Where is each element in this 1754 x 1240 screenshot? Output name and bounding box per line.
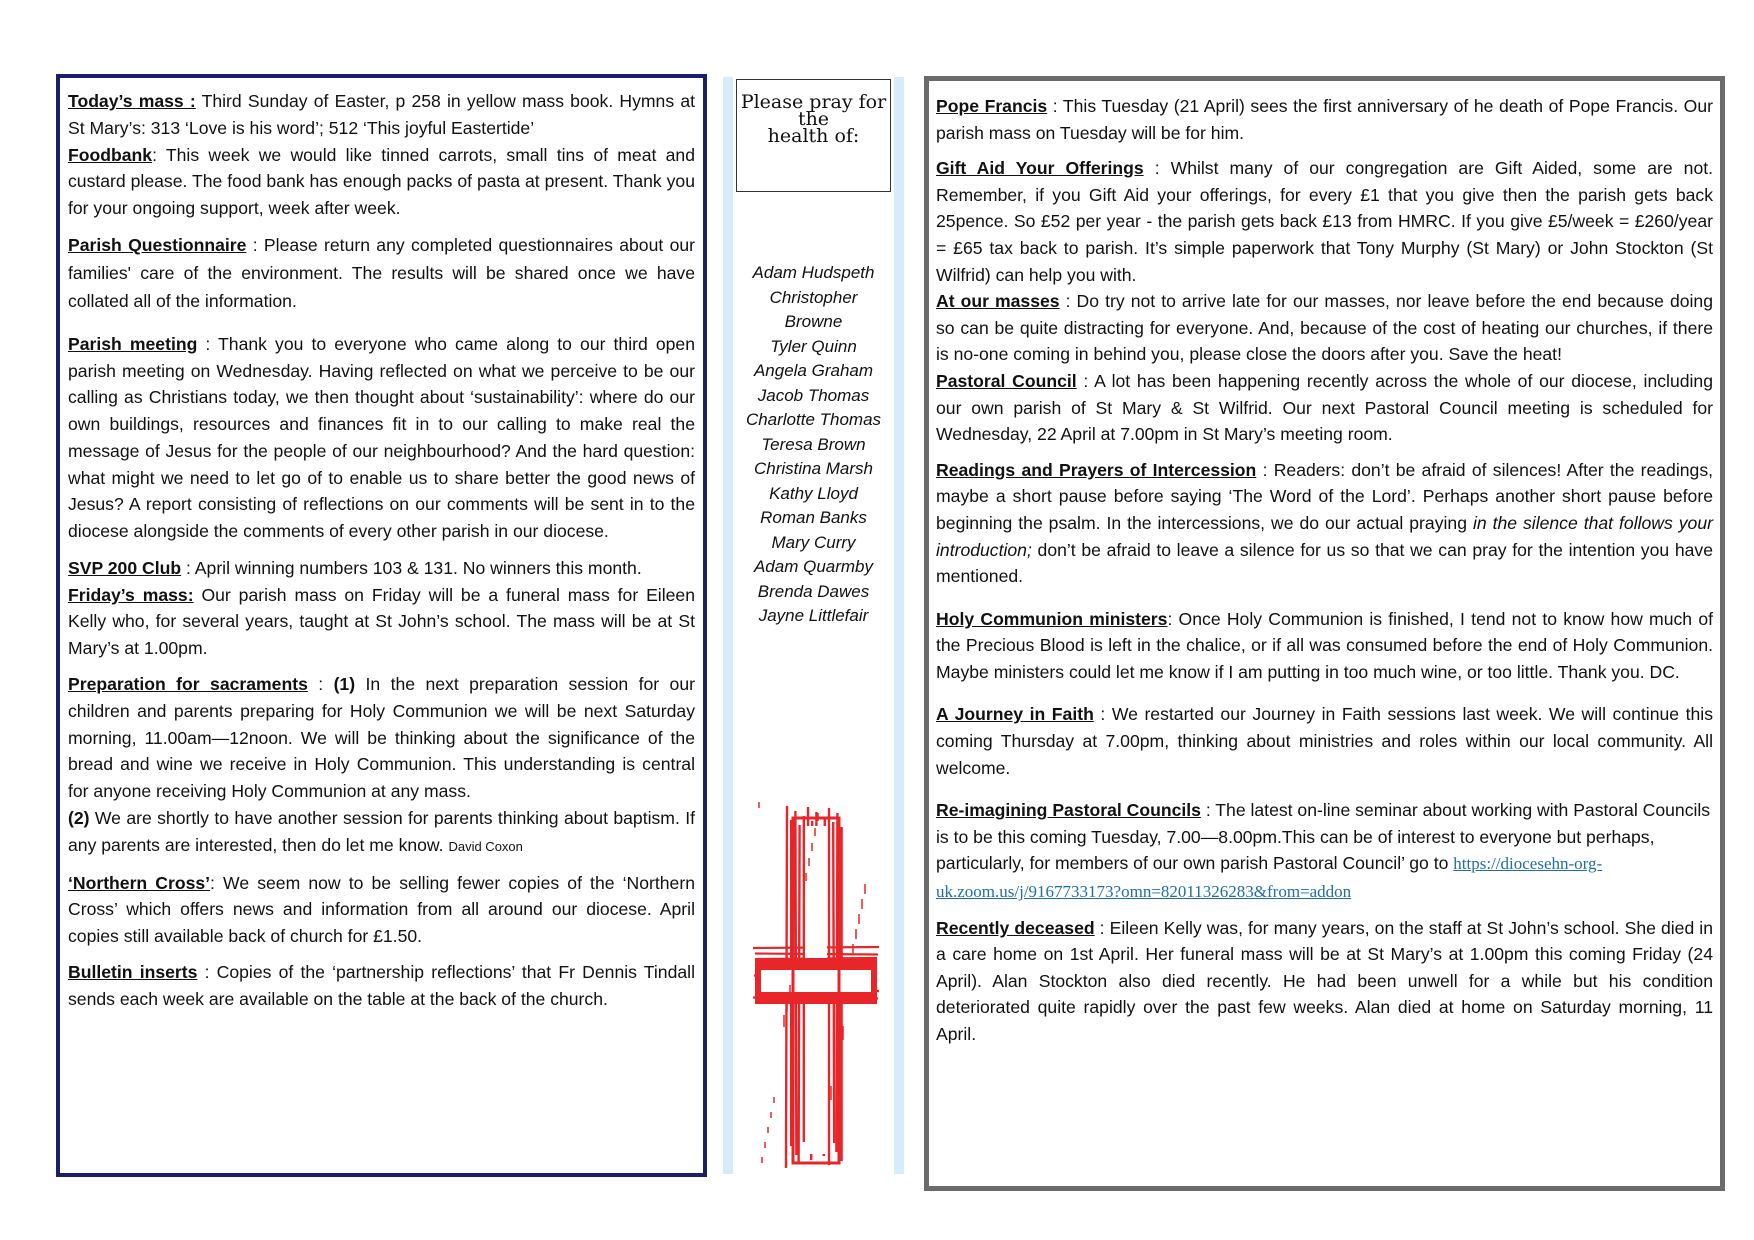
todays-mass-notice (68, 88, 695, 142)
pope-heading: Pope Francis (936, 96, 1048, 116)
readings-notice (936, 457, 1713, 590)
parish-meeting-text: : Thank you to everyone who came along to our third open parish meeting on Wednesday. Having reflected on what we perceive to be our calling as Christians today, we then thought about ‘sustainability’: where do our own buildings, resources and finances fit in to our calling to make real the message of Jesus for the people of our neighbourhood? And the hard question: what might we need to let go of to enable us to share better the good news of Jesus? A report consisting of reflections on our comments will be sent in to the diocese alongside the comments of every other parish in our diocese. (68, 333, 695, 541)
gift-aid-text: : Whilst many of our congregation are Gift Aided, some are not. Remember, if you Gift Aid your offerings, for every £1 that you give then the parish gets back 25pence. So £52 per year - the parish gets back £13 from HMRC. If you give £5/week = £260/year = £65 tax back to parish. It’s simple paperwork that Tony Murphy (St Mary) or John Stockton (St Wilfrid) can help you with. (936, 158, 1714, 285)
foodbank-notice (68, 142, 695, 222)
right-column (924, 76, 1725, 1191)
sacraments-separator: : (307, 674, 334, 694)
pray-line-2: the (797, 108, 830, 130)
northern-cross-heading: ‘Northern Cross’ (68, 872, 211, 893)
prayer-name: Jacob Thomas (757, 385, 870, 405)
masses-notice (936, 288, 1713, 368)
prayer-name: Jayne Littlefair (758, 606, 869, 625)
pastoral-notice (936, 368, 1713, 448)
prayer-name: Kathy Lloyd (769, 483, 858, 503)
cross-icon (751, 798, 881, 1178)
fridays-mass-heading: Friday’s mass: (68, 584, 194, 605)
northern-cross-notice (68, 870, 695, 950)
masses-heading: At our masses (936, 291, 1060, 312)
communion-notice (936, 606, 1713, 686)
prayer-name: Adam Quarmby (753, 557, 874, 576)
pray-line-3: health of: (767, 125, 860, 147)
sacraments-notice (68, 671, 695, 805)
fridays-mass-notice (68, 582, 695, 662)
svp-text: : April winning numbers 103 & 131. No winners this month. (181, 557, 642, 578)
questionnaire-text: : Please return any completed questionnaires about our families' care of the environment. The results will be shared once we have collated all of the information. (68, 234, 696, 311)
prayer-name: Browne (784, 312, 843, 331)
questionnaire-notice (68, 231, 695, 315)
todays-mass-heading: Today’s mass : (68, 91, 196, 111)
journey-notice (936, 701, 1713, 781)
gift-aid-heading: Gift Aid Your Offerings (936, 158, 1144, 179)
pastoral-heading: Pastoral Council (936, 370, 1077, 391)
prayer-name: Charlotte Thomas (745, 410, 882, 429)
pope-notice (936, 93, 1713, 146)
sacraments-text-1: In the next preparation session for our children and parents preparing for Holy Communion we will be next Saturday morning, 11.00am—12noon. We will be thinking about the significance of the bread and wine we receive in Holy Communion. This understanding is central for anyone receiving Holy Communion at any mass. (68, 674, 695, 802)
journey-heading: A Journey in Faith (936, 704, 1094, 725)
parish-meeting-notice (68, 331, 695, 545)
masses-text: : Do try not to arrive late for our masses, nor leave before the end because doing so can be quite distracting for everyone. And, because of the cost of heating our churches, if there is no-one coming in behind you, please close the doors after you. Save the heat! (936, 291, 1714, 365)
communion-heading: Holy Communion ministers (936, 608, 1168, 629)
prayer-names-list (733, 261, 894, 629)
pray-line-1: Please pray for (740, 91, 887, 113)
todays-mass-text: Third Sunday of Easter, p 258 in yellow mass book. Hymns at St Mary’s: 313 ‘Love is his word’; 512 ‘This joyful Eastertide’ (68, 91, 695, 138)
cross-upright-center (805, 1004, 827, 1154)
communion-text: : Once Holy Communion is finished, I tend not to know how much of the Precious Blood is left in the chalice, or if all was consumed before the end of Holy Communion. Maybe ministers could let me know if I am putting in too much wine, or too little. Thank you. DC. (936, 608, 1713, 682)
deceased-text: : Eileen Kelly was, for many years, on the staff at St John’s school. She died in a care home on 1st April. Her funeral mass will be at St Mary’s at 1.00pm this coming Friday (24 April). Alan Stockton also died recently. He had been unwell for a while but his condition deteriorated quite rapidly over the past few weeks. Alan died at home on Saturday morning, 11 April. (936, 917, 1713, 1044)
fridays-mass-text: Our parish mass on Friday will be a funeral mass for Eileen Kelly who, for several years, taught at St John’s school. The mass will be at St Mary’s at 1.00pm. (68, 584, 695, 659)
svp-heading: SVP 200 Club (68, 557, 182, 578)
deceased-notice (936, 915, 1713, 1048)
prayer-name: Brenda Dawes (757, 581, 870, 601)
gift-aid-notice (936, 155, 1713, 288)
reimagining-heading: Re-imagining Pastoral Councils (936, 800, 1201, 821)
pastoral-text: : A lot has been happening recently across the whole of our diocese, including our own parish of St Mary & St Wilfrid. Our next Pastoral Council meeting is scheduled for Wednesday, 22 April at 7.00pm in St Mary’s meeting room. (936, 370, 1713, 445)
readings-italic: in the silence that follows your introduction; (936, 512, 1713, 560)
journey-text: : We restarted our Journey in Faith sessions last week. We will continue this coming Thursday at 7.00pm, thinking about ministries and roles within our local community. All welcome. (936, 704, 1713, 778)
parish-meeting-heading: Parish meeting (68, 333, 198, 354)
prayer-name: Adam Hudspeth (752, 263, 875, 282)
sacraments-notice-2 (68, 805, 695, 861)
cross-arm-center (761, 970, 871, 992)
bulletin-notice (68, 959, 695, 1013)
foodbank-text: : This week we would like tinned carrots, small tins of meat and custard please. The food bank has enough packs of pasta at present. Thank you for your ongoing support, week after week. (68, 144, 695, 219)
prayer-column-inner (733, 77, 894, 1174)
reimagining-text: : The latest on-line seminar about working with Pastoral Councils is to be this coming Tuesday, 7.00—8.00pm.This can be of interest to everyone but perhaps, particularly, for members of our own parish Pastoral Council’ go to (936, 800, 1711, 874)
sacraments-number-1: (1) (333, 674, 356, 694)
sacraments-number-2: (2) (68, 807, 90, 828)
foodbank-heading: Foodbank (68, 144, 153, 165)
questionnaire-heading: Parish Questionnaire (68, 234, 247, 255)
readings-text-1: : Readers: don’t be afraid of silences! After the readings, maybe a short pause before saying ‘The Word of the Lord’. Perhaps another short pause before beginning the psalm. In the intercessions, we do our actual praying (936, 459, 1714, 533)
reimagining-notice (936, 797, 1713, 905)
sacraments-heading: Preparation for sacraments (68, 674, 308, 694)
bulletin-heading: Bulletin inserts (68, 961, 198, 982)
bulletin-text: : Copies of the ‘partnership reflections’ that Fr Dennis Tindall sends each week are available on the table at the back of the church. (68, 961, 695, 1009)
prayer-name: Christina Marsh (753, 459, 874, 478)
prayer-name: Angela Graham (753, 361, 874, 380)
zoom-link[interactable]: https://diocesehn-org-uk.zoom.us/j/9167733173?omn=82011326283&from=addon (936, 854, 1603, 902)
prayer-name: Tyler Quinn (770, 336, 857, 356)
cross-upright-center (805, 826, 827, 958)
left-column (56, 74, 707, 1177)
prayer-name: Teresa Brown (761, 434, 866, 454)
prayer-name: Christopher (769, 287, 858, 307)
prayer-name: Mary Curry (771, 532, 856, 552)
deceased-heading: Recently deceased (936, 917, 1095, 938)
sacraments-text-2: We are shortly to have another session for parents thinking about baptism. If any parents are interested, then do let me know. (68, 807, 695, 855)
pray-box (736, 79, 891, 192)
pope-text: : This Tuesday (21 April) sees the first anniversary of he death of Pope Francis. Our parish mass on Tuesday will be for him. (936, 96, 1713, 143)
readings-heading: Readings and Prayers of Intercession (936, 459, 1257, 480)
northern-cross-text: : We seem now to be selling fewer copies of the ‘Northern Cross’ which offers news and information from all around our diocese. April copies still available back of church for £1.50. (68, 872, 695, 947)
prayer-column (723, 77, 904, 1174)
signature: David Coxon (448, 838, 523, 854)
prayer-name: Roman Banks (760, 508, 867, 527)
cross-graphic (753, 802, 879, 1168)
readings-text-2: don’t be afraid to leave a silence for us so that we can pray for the intention you have mentioned. (936, 539, 1713, 587)
svp-notice (68, 554, 695, 582)
